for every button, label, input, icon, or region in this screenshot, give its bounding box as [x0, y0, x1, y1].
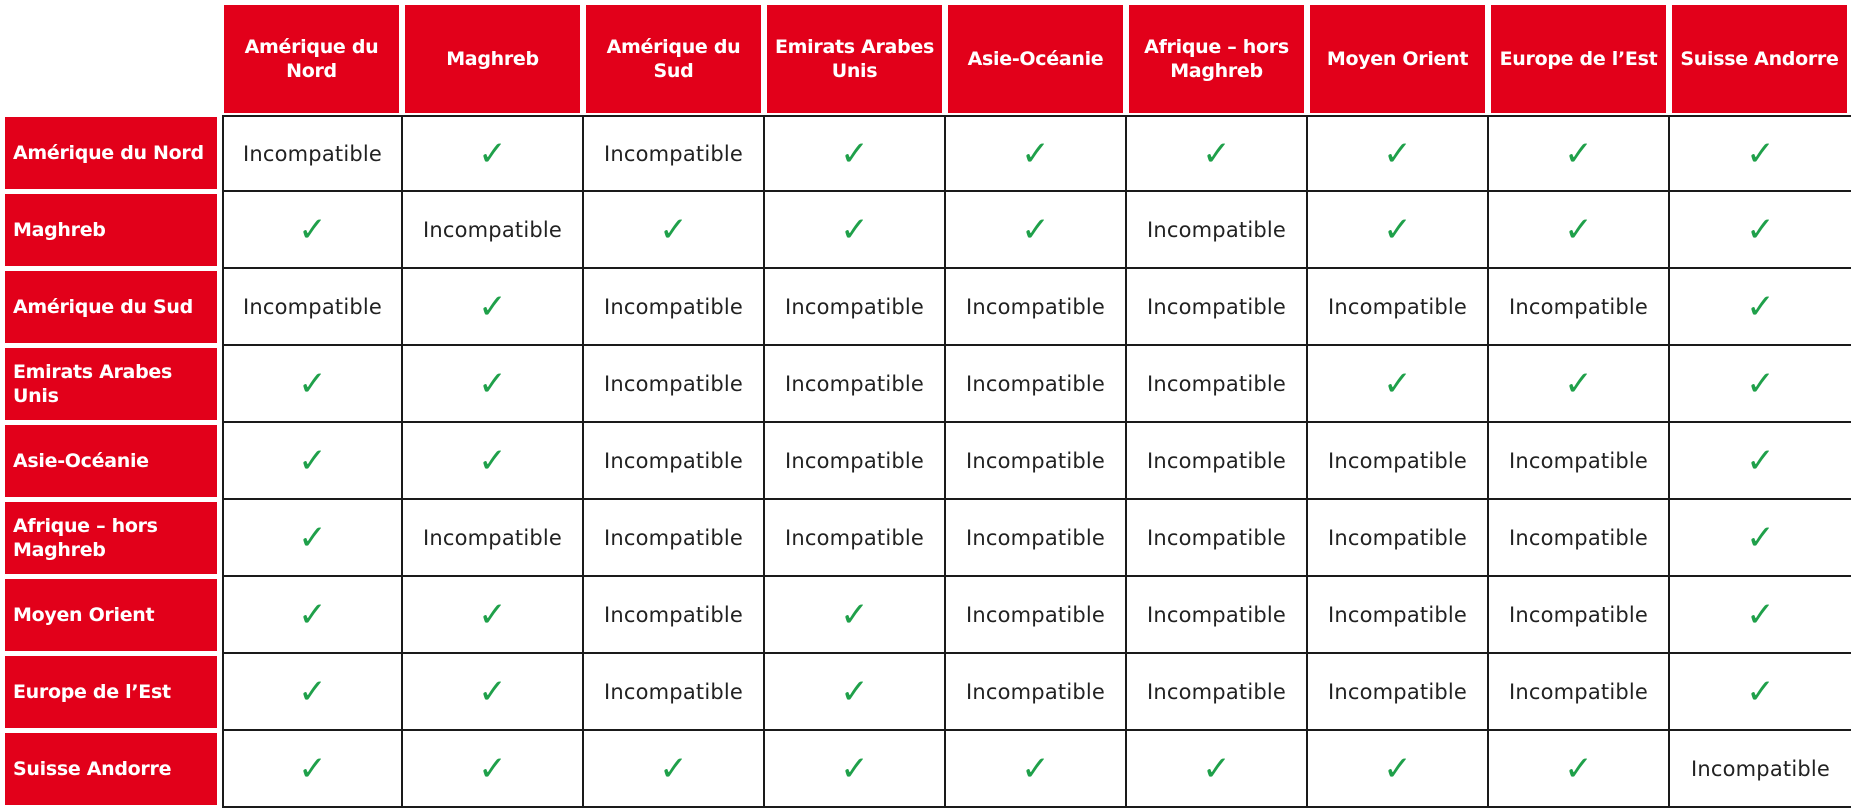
incompatible-label: Incompatible [1327, 525, 1468, 550]
column-header-amerique-du-nord: Amérique du Nord [224, 5, 399, 113]
table-cell [1670, 500, 1851, 577]
table-cell [222, 577, 403, 654]
incompatible-label: Incompatible [603, 141, 744, 166]
check-icon: ✓ [1021, 209, 1050, 250]
table-cell [946, 500, 1127, 577]
table-cell [584, 115, 765, 192]
table-cell [1127, 346, 1308, 423]
table-cell [1670, 577, 1851, 654]
table-cell [1489, 654, 1670, 731]
table-cell [1489, 269, 1670, 346]
table-cell [403, 577, 584, 654]
check-icon: ✓ [478, 594, 507, 635]
check-icon: ✓ [840, 594, 869, 635]
table-cell [1308, 731, 1489, 808]
table-cell [222, 115, 403, 192]
table-cell [403, 115, 584, 192]
table-cell [1489, 192, 1670, 269]
incompatible-label: Incompatible [784, 525, 925, 550]
row-header-maghreb: Maghreb [5, 194, 217, 266]
table-cell [584, 346, 765, 423]
table-cell [765, 500, 946, 577]
incompatible-label: Incompatible [784, 448, 925, 473]
check-icon: ✓ [1564, 748, 1593, 789]
check-icon: ✓ [298, 440, 327, 481]
table-cell [1127, 115, 1308, 192]
incompatible-label: Incompatible [242, 141, 383, 166]
table-cell [1127, 731, 1308, 808]
check-icon: ✓ [298, 517, 327, 558]
incompatible-label: Incompatible [1690, 756, 1831, 781]
incompatible-label: Incompatible [1146, 294, 1287, 319]
table-cell [584, 192, 765, 269]
check-icon: ✓ [659, 748, 688, 789]
check-icon: ✓ [1202, 748, 1231, 789]
table-cell [1670, 346, 1851, 423]
table-cell [1308, 346, 1489, 423]
check-icon: ✓ [1021, 133, 1050, 174]
table-cell [946, 192, 1127, 269]
incompatible-label: Incompatible [1146, 448, 1287, 473]
table-cell [222, 269, 403, 346]
incompatible-label: Incompatible [1146, 602, 1287, 627]
incompatible-label: Incompatible [603, 525, 744, 550]
check-icon: ✓ [478, 363, 507, 404]
check-icon: ✓ [840, 133, 869, 174]
check-icon: ✓ [298, 209, 327, 250]
row-header-europe-de-l-est: Europe de l’Est [5, 656, 217, 728]
check-icon: ✓ [1383, 363, 1412, 404]
incompatible-label: Incompatible [1327, 294, 1468, 319]
table-cell [1127, 500, 1308, 577]
check-icon: ✓ [1746, 671, 1775, 712]
incompatible-label: Incompatible [603, 448, 744, 473]
row-header-moyen-orient: Moyen Orient [5, 579, 217, 651]
table-cell [403, 423, 584, 500]
table-cell [222, 731, 403, 808]
table-cell [1489, 423, 1670, 500]
column-header-afrique-hors-maghreb: Afrique – hors Maghreb [1129, 5, 1304, 113]
table-cell [222, 654, 403, 731]
check-icon: ✓ [298, 748, 327, 789]
check-icon: ✓ [478, 671, 507, 712]
check-icon: ✓ [1383, 133, 1412, 174]
incompatible-label: Incompatible [1508, 525, 1649, 550]
check-icon: ✓ [1021, 748, 1050, 789]
incompatible-label: Incompatible [1146, 525, 1287, 550]
table-cell [1670, 115, 1851, 192]
table-cell [1670, 423, 1851, 500]
table-cell [946, 423, 1127, 500]
check-icon: ✓ [298, 594, 327, 635]
column-header-asie-oceanie: Asie-Océanie [948, 5, 1123, 113]
incompatible-label: Incompatible [965, 525, 1106, 550]
table-cell [584, 731, 765, 808]
incompatible-label: Incompatible [965, 371, 1106, 396]
check-icon: ✓ [1564, 209, 1593, 250]
table-cell [1670, 192, 1851, 269]
table-cell [1670, 654, 1851, 731]
column-header-moyen-orient: Moyen Orient [1310, 5, 1485, 113]
incompatible-label: Incompatible [784, 294, 925, 319]
check-icon: ✓ [1746, 517, 1775, 558]
check-icon: ✓ [1202, 133, 1231, 174]
table-cell [1489, 500, 1670, 577]
table-cell [1670, 269, 1851, 346]
check-icon: ✓ [478, 748, 507, 789]
incompatible-label: Incompatible [1508, 679, 1649, 704]
check-icon: ✓ [659, 209, 688, 250]
incompatible-label: Incompatible [603, 602, 744, 627]
table-cell [946, 654, 1127, 731]
check-icon: ✓ [1383, 209, 1412, 250]
table-cell [946, 269, 1127, 346]
incompatible-label: Incompatible [603, 294, 744, 319]
table-cell [765, 654, 946, 731]
table-cell [403, 654, 584, 731]
table-cell [584, 500, 765, 577]
table-cell [1308, 577, 1489, 654]
check-icon: ✓ [840, 209, 869, 250]
table-cell [584, 423, 765, 500]
check-icon: ✓ [298, 671, 327, 712]
column-header-maghreb: Maghreb [405, 5, 580, 113]
check-icon: ✓ [478, 286, 507, 327]
table-cell [1308, 192, 1489, 269]
check-icon: ✓ [1564, 133, 1593, 174]
table-cell [946, 346, 1127, 423]
table-cell [1308, 115, 1489, 192]
check-icon: ✓ [840, 748, 869, 789]
table-cell [946, 731, 1127, 808]
table-cell [765, 577, 946, 654]
incompatible-label: Incompatible [1146, 371, 1287, 396]
incompatible-label: Incompatible [1327, 679, 1468, 704]
incompatible-label: Incompatible [1146, 679, 1287, 704]
column-header-suisse-andorre: Suisse Andorre [1672, 5, 1847, 113]
incompatible-label: Incompatible [603, 371, 744, 396]
table-cell [222, 500, 403, 577]
row-header-suisse-andorre: Suisse Andorre [5, 733, 217, 805]
check-icon: ✓ [478, 440, 507, 481]
table-cell [403, 192, 584, 269]
table-cell [1308, 423, 1489, 500]
table-cell [584, 654, 765, 731]
check-icon: ✓ [1746, 363, 1775, 404]
table-cell [765, 115, 946, 192]
incompatible-label: Incompatible [422, 525, 563, 550]
table-cell [946, 577, 1127, 654]
incompatible-label: Incompatible [965, 679, 1106, 704]
row-header-amerique-du-sud: Amérique du Sud [5, 271, 217, 343]
row-header-amerique-du-nord: Amérique du Nord [5, 117, 217, 189]
table-cell [1127, 269, 1308, 346]
incompatible-label: Incompatible [603, 679, 744, 704]
table-cell [946, 115, 1127, 192]
check-icon: ✓ [840, 671, 869, 712]
incompatible-label: Incompatible [1146, 217, 1287, 242]
table-cell [765, 269, 946, 346]
incompatible-label: Incompatible [1508, 602, 1649, 627]
incompatible-label: Incompatible [965, 448, 1106, 473]
incompatible-label: Incompatible [1327, 448, 1468, 473]
table-cell [765, 192, 946, 269]
table-cell [403, 731, 584, 808]
table-cell [1127, 577, 1308, 654]
table-cell [1489, 346, 1670, 423]
check-icon: ✓ [1746, 594, 1775, 635]
table-cell [1489, 577, 1670, 654]
table-cell [584, 269, 765, 346]
table-cell [584, 577, 765, 654]
incompatible-label: Incompatible [242, 294, 383, 319]
table-cell [765, 731, 946, 808]
table-cell [222, 423, 403, 500]
table-cell [1127, 423, 1308, 500]
table-cell [765, 346, 946, 423]
table-cell [1308, 654, 1489, 731]
incompatible-label: Incompatible [1508, 448, 1649, 473]
check-icon: ✓ [1746, 209, 1775, 250]
table-cell [1489, 731, 1670, 808]
incompatible-label: Incompatible [1327, 602, 1468, 627]
incompatible-label: Incompatible [784, 371, 925, 396]
table-cell [403, 269, 584, 346]
row-header-afrique-hors-maghreb: Afrique – hors Maghreb [5, 502, 217, 574]
check-icon: ✓ [298, 363, 327, 404]
incompatible-label: Incompatible [965, 294, 1106, 319]
check-icon: ✓ [1746, 133, 1775, 174]
check-icon: ✓ [1383, 748, 1412, 789]
check-icon: ✓ [1564, 363, 1593, 404]
incompatible-label: Incompatible [965, 602, 1106, 627]
row-header-asie-oceanie: Asie-Océanie [5, 425, 217, 497]
check-icon: ✓ [478, 133, 507, 174]
table-cell [1489, 115, 1670, 192]
table-cell [222, 192, 403, 269]
table-cell [1670, 731, 1851, 808]
incompatible-label: Incompatible [1508, 294, 1649, 319]
table-cell [403, 346, 584, 423]
table-cell [222, 346, 403, 423]
table-cell [1308, 269, 1489, 346]
check-icon: ✓ [1746, 286, 1775, 327]
check-icon: ✓ [1746, 440, 1775, 481]
column-header-amerique-du-sud: Amérique du Sud [586, 5, 761, 113]
table-cell [1127, 654, 1308, 731]
column-header-emirats-arabes-unis: Emirats Arabes Unis [767, 5, 942, 113]
table-cell [403, 500, 584, 577]
column-header-europe-de-l-est: Europe de l’Est [1491, 5, 1666, 113]
table-cell [765, 423, 946, 500]
row-header-emirats-arabes-unis: Emirats Arabes Unis [5, 348, 217, 420]
table-cell [1127, 192, 1308, 269]
incompatible-label: Incompatible [422, 217, 563, 242]
table-cell [1308, 500, 1489, 577]
